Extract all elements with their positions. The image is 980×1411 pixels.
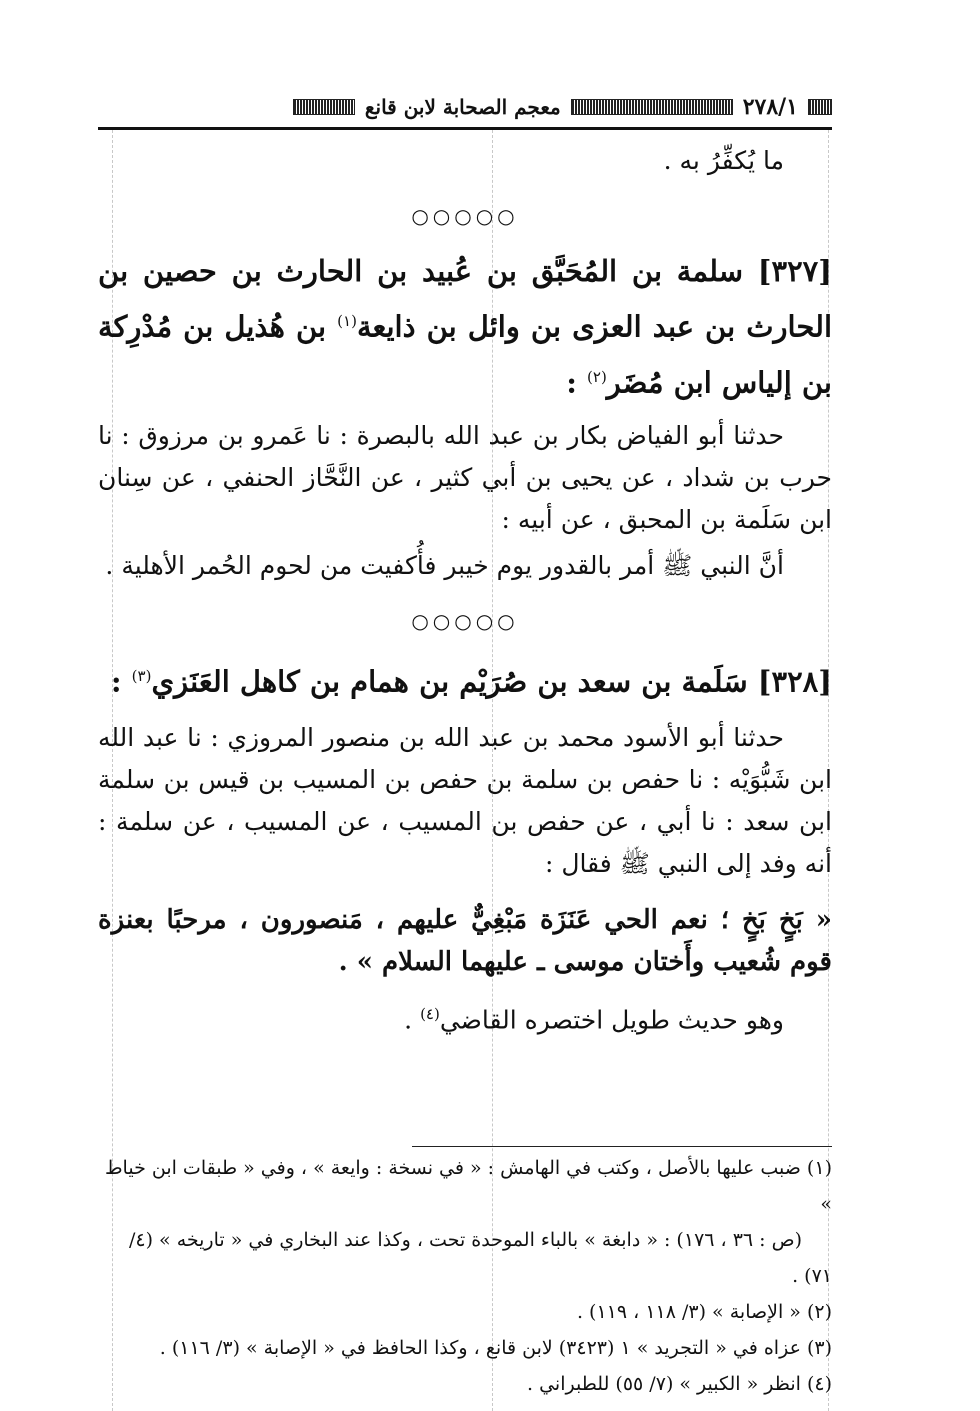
header-ornament xyxy=(808,99,832,115)
entry-327-isnad: حدثنا أبو الفياض بكار بن عبد الله بالبصرة : نا عَمرو بن مرزوق : نا حرب بن شداد ، عن يحيى بن أبي كثير ، عن النَّحَّاز الحنفي ، عن سِنان ابن سَلَمة بن المحبق ، عن أبيه : xyxy=(98,421,832,535)
header-ornament xyxy=(293,99,355,115)
section-separator: ○○○○○ xyxy=(411,609,519,634)
entry-327-heading xyxy=(98,246,832,407)
book-title: معجم الصحابة لابن قانع xyxy=(364,95,561,119)
footnote-ref-1: (١) xyxy=(337,312,357,330)
closing-period: . xyxy=(404,1005,421,1035)
footnote-rule xyxy=(412,1146,832,1147)
heading-colon: : xyxy=(110,664,132,699)
entry-328-matn: « بَخٍ بَخٍ ؛ نعم الحي عَنَزَة مَبْغِيٌّ عليهم ، مَنصورون ، مرحبًا بعنزة قوم شُعيب وأَختان موسى ـ عليهما السلام » . xyxy=(98,904,833,977)
entry-327-matn: أنَّ النبي ﷺ أمر بالقدور يوم خيبر فأُكفيت من لحوم الحُمر الأهلية . xyxy=(105,551,784,581)
entry-328-heading-text: [٣٢٨] سَلَمة بن سعد بن صُرَيْم بن همام بن كاهل العَنَزي xyxy=(151,664,832,699)
entry-328-isnad: حدثنا أبو الأسود محمد بن عبد الله بن منصور المروزي : نا عبد الله ابن شَبُّوَيْه : نا حفص بن سلمة بن حفص بن المسيب بن قيس بن سلمة ابن سعد : نا أبي ، عن حفص بن المسيب ، عن المسيب ، عن سلمة : أنه وفد إلى النبي ﷺ فقال : xyxy=(98,722,832,878)
continuation-text: ما يُكفِّرُ به . xyxy=(663,146,784,175)
footnote-4: (٤) انظر « الكبير » (٧/ ٥٥) للطبراني . xyxy=(527,1373,832,1395)
footnote-ref-4: (٤) xyxy=(420,1004,440,1023)
running-header xyxy=(98,88,832,126)
entry-328-closing xyxy=(98,993,832,1041)
header-ornament xyxy=(571,99,733,115)
entry-328-heading xyxy=(98,651,832,707)
footnote-ref-3: (٣) xyxy=(131,667,152,686)
footnote-ref-2: (٢) xyxy=(587,367,607,386)
footnote-1: (١) ضبب عليها بالأصل ، وكتب في الهامش : « في نسخة : وايعة » ، وفي « طبقات ابن خياط » xyxy=(104,1157,832,1215)
header-rule xyxy=(98,127,832,130)
entry-327-heading-text: [٣٢٧] سلمة بن المُحَبَّق بن عُبيد بن الحارث بن حصين بن الحارث بن عبد العزى بن وائل بن ذايعة xyxy=(98,254,833,344)
footnote-2: (٢) « الإصابة » (٣/ ١١٨ ، ١١٩) . xyxy=(576,1301,832,1323)
section-separator: ○○○○○ xyxy=(411,204,519,228)
closing-text: وهو حديث طويل اختصره القاضي xyxy=(439,1005,784,1035)
page-number: ٢٧٨/١ xyxy=(742,94,798,120)
footnote-1-cont: (ص : ٣٦ ، ١٧٦) : « دابغة » بالباء الموحدة تحت ، وكذا عند البخاري في « تاريخه » (٤/ ٧١) . xyxy=(128,1229,832,1287)
entry-327-heading-cont: بن هُذيل بن مُدْرِكة بن إلياس ابن مُضَر xyxy=(98,309,832,400)
main-text xyxy=(98,140,832,1041)
footnote-3: (٣) عزاه في « التجريد » ١ (٣٤٢٣) لابن قانع ، وكذا الحافظ في « الإصابة » (٣/ ١١٦) . xyxy=(159,1337,832,1359)
footnotes xyxy=(98,1150,832,1402)
heading-colon: : xyxy=(566,365,588,400)
